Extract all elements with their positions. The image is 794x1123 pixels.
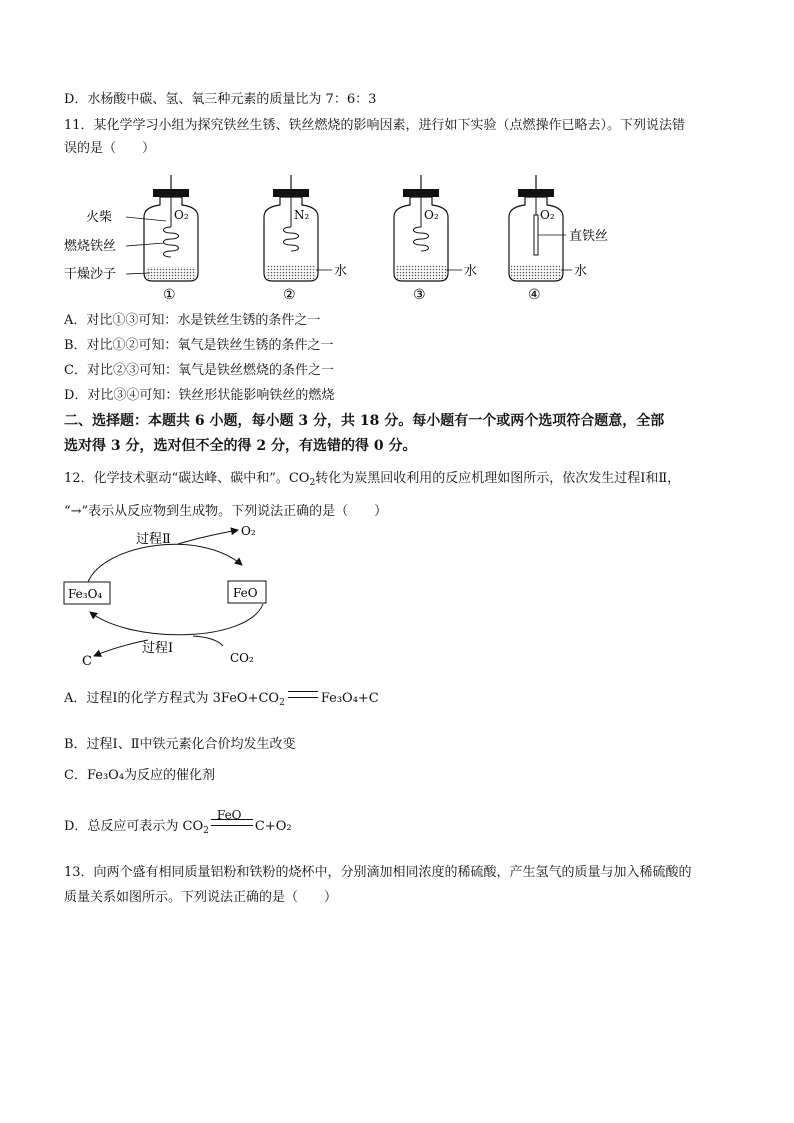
q11-option-c: C．对比②③可知：氧气是铁丝燃烧的条件之一 [64,363,334,378]
q12-option-a-text: A．过程Ⅰ的化学方程式为 3FeO+CO [64,691,280,706]
section2-heading-line1: 二、选择题：本题共 6 小题，每小题 3 分，共 18 分。每小题有一个或两个选项符合题意，全部 [64,413,665,429]
q13-stem-line2: 质量关系如图所示。下列说法正确的是（ ） [64,890,338,905]
q12-option-c: C．Fe₃O₄为反应的催化剂 [64,768,216,783]
q11-option-b: B．对比①②可知：氧气是铁丝生锈的条件之一 [64,338,334,353]
dry-sand [146,267,196,279]
water [511,265,561,279]
q12-option-a-subscript: 2 [279,698,285,708]
q13-stem-line1: 13．向两个盛有相同质量铝粉和铁粉的烧杯中，分别滴加相同浓度的稀硫酸，产生氢气的质量与加入稀硫酸的 [64,865,692,880]
label-dry-sand: 干燥沙子 [64,267,117,282]
q11-option-a: A．对比①③可知：水是铁丝生锈的条件之一 [64,313,321,328]
label-water: 水 [334,264,348,279]
arrow-to-o2 [178,530,238,544]
gas-label: O₂ [540,208,555,222]
feo-label: FeO [233,586,258,600]
equals-sign [211,819,253,826]
q12-option-a [64,690,379,712]
q12-option-d-subscript: 2 [203,826,209,836]
q11-figure [60,175,620,310]
label-water: 水 [464,264,478,279]
gas-label: N₂ [294,208,310,222]
q10-option-d: D．水杨酸中碳、氢、氧三种元素的质量比为 7：6：3 [64,92,377,107]
catalyst-condition [211,808,253,830]
fe3o4-label: Fe₃O₄ [68,587,103,601]
q12-stem-line2: “→”表示从反应物到生成物。下列说法正确的是（ ） [64,504,388,519]
arc-process2 [88,544,242,582]
label-straight-wire: 直铁丝 [569,229,609,244]
q11-stem-line1: 11．某化学学习小组为探究铁丝生锈、铁丝燃烧的影响因素，进行如下实验（点燃操作已略去）。下列说法错 [64,118,686,133]
water [266,265,316,279]
q12-cycle-diagram [58,520,318,670]
equals-sign [288,691,318,698]
bottle-2 [264,175,347,281]
q12-option-d-product: C+O₂ [254,819,292,834]
catalyst-label: FeO [216,808,242,822]
arrow-to-c [94,640,148,656]
q12-option-d-text: D．总反应可表示为 CO [64,819,204,834]
section2-heading-line2: 选对得 3 分，选对但不全的得 2 分，有选错的得 0 分。 [64,438,417,454]
q12-stem-text-2: 转化为炭黑回收利用的反应机理如图所示，依次发生过程Ⅰ和Ⅱ， [315,471,681,486]
q12-option-d [64,808,292,840]
arc-process1 [90,604,263,635]
c-label: C [82,654,92,669]
branch-from-co2 [193,636,223,646]
co2-label: CO₂ [230,651,254,665]
q12-stem-text: 12．化学技术驱动“碳达峰、碳中和”。CO [64,471,310,486]
q11-stem-line2: 误的是（ ） [64,141,156,156]
q12-stem-line1 [64,470,680,492]
water [396,265,446,279]
bottle-number: ③ [413,287,426,303]
process1-label: 过程Ⅰ [142,641,174,656]
label-match: 火柴 [86,210,113,225]
q12-stem-subscript: 2 [309,478,316,488]
q11-option-d: D．对比③④可知：铁丝形状能影响铁丝的燃烧 [64,388,335,403]
bottle-3 [394,175,477,281]
label-burning-wire: 燃烧铁丝 [64,239,117,254]
q12-option-b: B．过程Ⅰ、Ⅱ中铁元素化合价均发生改变 [64,737,296,752]
process2-label: 过程Ⅱ [136,532,171,547]
bottle-number: ① [163,287,176,303]
bottle-1 [126,175,198,281]
q12-option-a-product: Fe₃O₄+C [320,691,379,706]
gas-label: O₂ [424,208,439,222]
label-water: 水 [574,264,588,279]
bottle-number: ④ [528,287,541,303]
straight-wire [534,215,538,255]
bottle-number: ② [283,287,296,303]
bottle-4 [509,175,608,281]
gas-label: O₂ [174,208,189,222]
o2-label: O₂ [241,524,256,538]
